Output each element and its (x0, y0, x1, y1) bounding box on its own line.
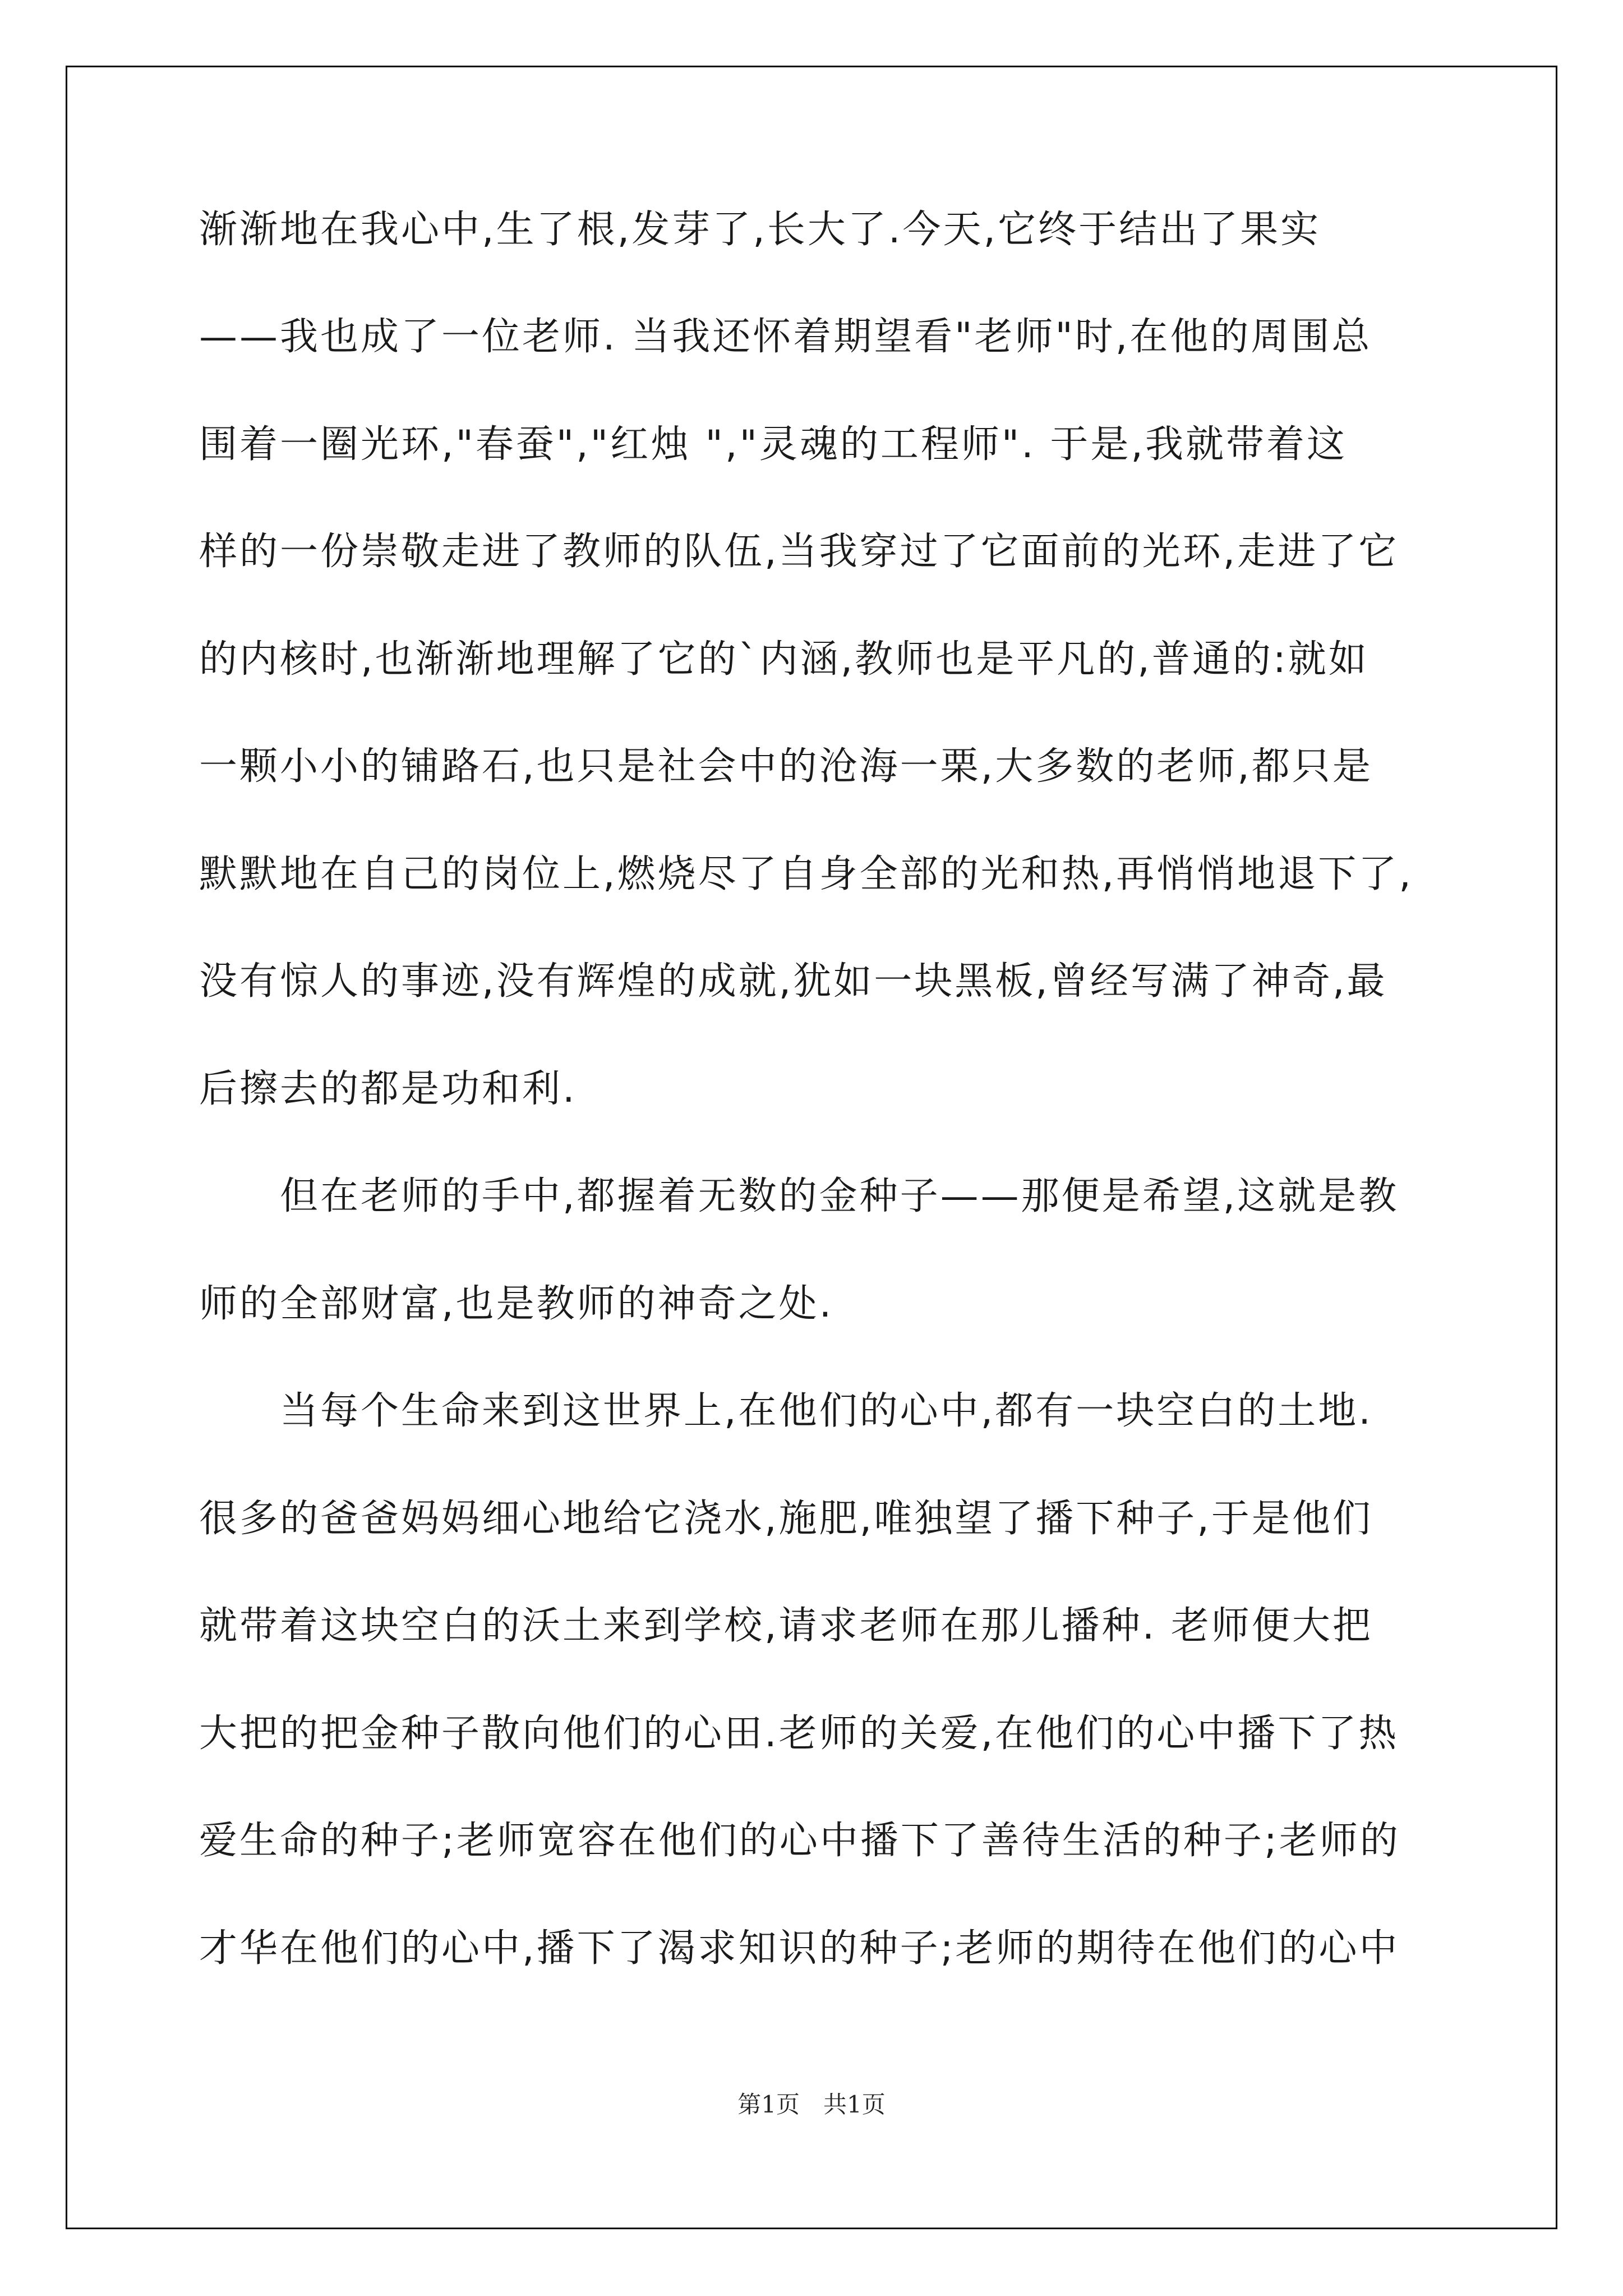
text-line: 后擦去的都是功和利. (199, 1067, 577, 1111)
text-line: ——我也成了一位老师. 当我还怀着期望看"老师"时,在他的周围总 (199, 315, 1372, 359)
text-line: 围着一圈光环,"春蚕","红烛 ","灵魂的工程师". 于是,我就带着这 (199, 422, 1347, 467)
text-line: 没有惊人的事迹,没有辉煌的成就,犹如一块黑板,曾经写满了神奇,最 (199, 959, 1387, 1004)
text-line: 爱生命的种子;老师宽容在他们的心中播下了善待生活的种子;老师的 (199, 1819, 1400, 1863)
page-footer: 第1页 共1页 (737, 2091, 886, 2118)
text-line: 默默地在自己的岗位上,燃烧尽了自身全部的光和热,再悄悄地退下了, (199, 852, 1413, 896)
text-line: 但在老师的手中,都握着无数的金种子——那便是希望,这就是教 (199, 1174, 1399, 1218)
text-line: 就带着这块空白的沃土来到学校,请求老师在那儿播种. 老师便大把 (199, 1604, 1373, 1648)
page-border (66, 66, 1557, 2229)
text-line: 很多的爸爸妈妈细心地给它浇水,施肥,唯独望了播下种子,于是他们 (199, 1497, 1373, 1541)
text-line: 当每个生命来到这世界上,在他们的心中,都有一块空白的土地. (199, 1389, 1373, 1433)
text-line: 的内核时,也渐渐地理解了它的`内涵,教师也是平凡的,普通的:就如 (199, 637, 1369, 682)
text-line: 渐渐地在我心中,生了根,发芽了,长大了.今天,它终于结出了果实 (199, 208, 1321, 252)
text-line: 师的全部财富,也是教师的神奇之处. (199, 1282, 834, 1326)
text-line: 样的一份崇敬走进了教师的队伍,当我穿过了它面前的光环,走进了它 (199, 530, 1399, 574)
text-line: 才华在他们的心中,播下了渴求知识的种子;老师的期待在他们的心中 (199, 1926, 1400, 1971)
text-line: 一颗小小的铺路石,也只是社会中的沧海一栗,大多数的老师,都只是 (199, 744, 1373, 789)
text-line: 大把的把金种子散向他们的心田.老师的关爱,在他们的心中播下了热 (199, 1711, 1399, 1756)
